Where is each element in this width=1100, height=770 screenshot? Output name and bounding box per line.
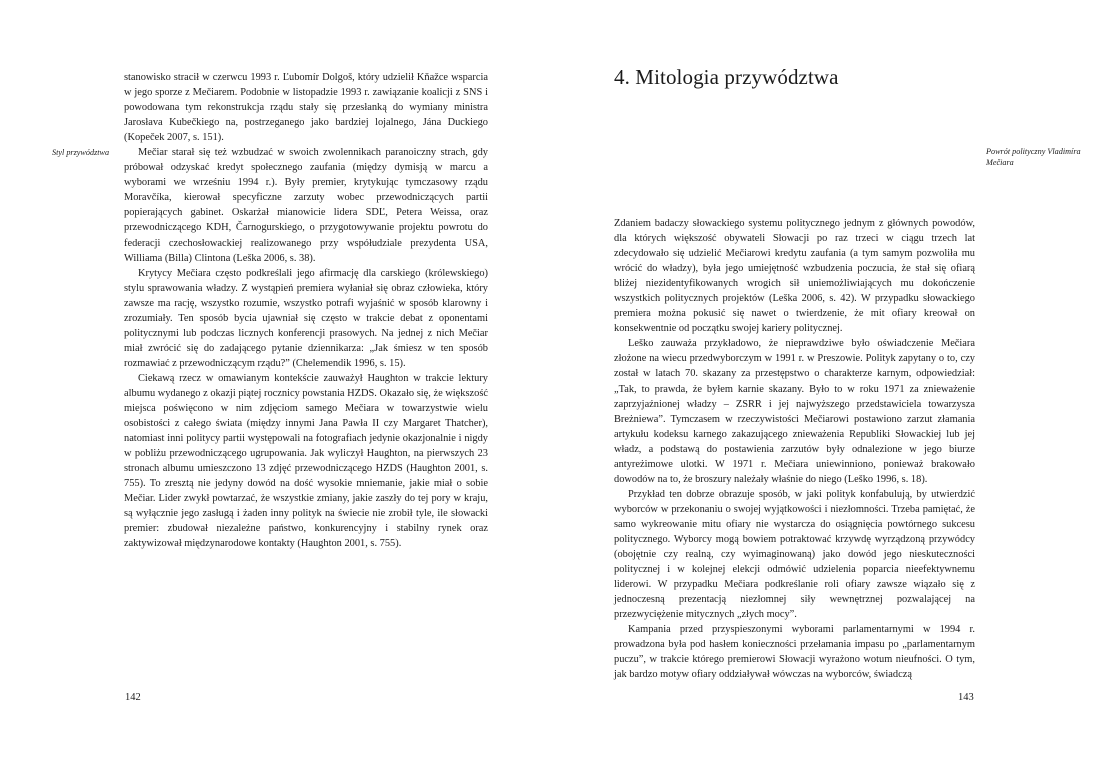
body-text: [124, 70, 488, 552]
chapter-title: 4. Mitologia przywództwa: [614, 65, 839, 89]
margin-note: Styl przywództwa: [52, 148, 110, 157]
paragraph: Kampania przed przyspieszonymi wyborami parlamentarnymi w 1994 r. prowadzona była pod hasłem konieczności przełamania impasu po „parlamentarnym puczu”, w trakcie którego premierowi Słowacji wyrażono wotum nieufności. O tym, jak bardzo motyw ofiary oddziaływał wówczas na wyborców, świadczą: [614, 624, 975, 681]
paragraph: Mečiar starał się też wzbudzać w swoich zwolennikach paranoiczny strach, gdy próbował odzyskać kredyt społecznego zaufania (między dymisją w marcu a wyborami we wrześniu 1994 r.). Były premier, krytykując tymczasowy rządu Moravčíka, kierował specyficzne zarzuty wobec przewodniczących partii popierających gabinet. Oskarżał mianowicie lidera SDĽ, Petera Weissa, oraz przewodniczącego KDH, Čarnogurskiego, o przygotowywanie projektu powrotu do federacji czechosłowackiej realizowanego przy współudziale prezydenta USA, Williama (Billa) Clintona (Leška 2006, s. 38).: [124, 147, 488, 264]
paragraph: Przykład ten dobrze obrazuje sposób, w jaki polityk konfabulują, by utwierdzić wyborców w przekonaniu o swojej wyjątkowości i niezłomności. Trzeba pamiętać, że samo wykreowanie mitu ofiary nie wystarcza do osiągnięcia powtórnego sukcesu politycznego. Wyborcy mogą bowiem potraktować krzywdę wyrządzoną przywódcy (obojętnie czy realną, czy wyimaginowaną) jako dowód jego nieskuteczności politycznej i w kolejnej elekcji odmówić udzielenia poparcia nieefektywnemu liderowi. W przypadku Mečiara podkreślanie roli ofiary zawsze wiązało się z jednoczesną prezentacją niezłomnej siły wewnętrznej pozwalającej na przezwyciężenie mitycznych „złych mocy”.: [614, 488, 975, 621]
paragraph: Ciekawą rzecz w omawianym kontekście zauważył Haughton w trakcie lektury albumu wydanego z okazji piątej rocznicy powstania HZDS. Okazało się, że większość miejsca poświęcono w nim zdjęciom samego Mečiara w towarzystwie wielu osobistości z całego świata (między innymi Jana Pawła II czy Margaret Thatcher), natomiast inni politycy partii występowali na fotografiach jedynie okazjonalnie i nigdy w pobliżu przewodniczącego ugrupowania. Jak wyliczył Haughton, na pierwszych 23 stronach albumu umieszczono 13 zdjęć przewodniczącego HZDS (Haughton 2001, s. 755). To zresztą nie jedyny dowód na dość wysokie mniemanie, jakie miał o sobie Mečiar. Lider zwykł powtarzać, że wszystkie zmiany, jakie zaszły do tej pory w kraju, są wyłącznie jego zasługą i żaden inny polityk na świecie nie zrobił tyle, ile słowacki premier: zbudował niezależne państwo, konkurencyjny i stabilny rynek oraz zaktywizował międzynarodowe kontakty (Haughton 2001, s. 755).: [124, 372, 488, 550]
page-number: 143: [958, 692, 974, 703]
paragraph: Krytycy Mečiara często podkreślali jego afirmację dla carskiego (królewskiego) stylu sprawowania władzy. Z wystąpień premiera wyłaniał się obraz człowieka, który zawsze ma rację, wszystko rozumie, wszystko potrafi wyjaśnić w sposób klarowny i zrozumiały. Ten sposób bycia ujawniał się często w trakcie debat z oponentami politycznymi lub podczas licznych konferencji prasowych. Na jednej z nich Mečiar miał zwrócić się do zadającego pytanie dziennikarza: „Jak śmiesz w ten sposób rozmawiać z przewodniczącym rządu?” (Chelemendik 1996, s. 15).: [124, 267, 488, 369]
paragraph: Zdaniem badaczy słowackiego systemu politycznego jednym z głównych powodów, dla których większość obywateli Słowacji po raz trzeci w ciągu trzech lat zdecydowało się udzielić Mečiarowi kredytu zaufania (a tym samym pozwoliła mu wrócić do władzy), była jego umiejętność wzbudzenia poczucia, że stał się ofiarą bliżej niezidentyfikowanych wrogich sił uniemożliwiających mu dokończenie wszystkich politycznych projektów (Leška 2006, s. 42). W przypadku słowackiego premiera można pokusić się nawet o twierdzenie, że mit ofiary kreował on konsekwentnie od początku swojej kariery politycznej.: [614, 218, 975, 335]
paragraph: Leško zauważa przykładowo, że nieprawdziwe było oświadczenie Mečiara złożone na wiecu przedwyborczym w 1991 r. w Preszowie. Polityk zapytany o to, czy został w latach 70. skazany za przestępstwo o charakterze karnym, odpowiedział: „Tak, to prawda, że byłem karnie skazany. Było to w roku 1971 za znieważenie zaprzyjaźnionej władzy – ZSRR i jej najwyższego przedstawiciela towarzysza Breżniewa”. Tymczasem w rzeczywistości Mečiarowi postawiono zarzut złamania artykułu kodeksu karnego zakazującego znieważenia Republiki Słowackiej lub jej władz, a podstawą do postawienia zarzutów były odnalezione w jego biurze antyreżimowe ulotki. W 1971 r. Mečiara uniewinniono, ponieważ brakowało dowodów na to, że broszury należały właśnie do niego (Leško 1996, s. 18).: [614, 338, 975, 485]
body-text: [614, 216, 975, 682]
right-page: [550, 0, 1100, 770]
margin-note: Powrót polityczny Vladimíra Mečiara: [986, 147, 1081, 167]
page-number: 142: [125, 692, 141, 703]
paragraph: stanowisko stracił w czerwcu 1993 r. Ľubomír Dolgoš, który udzielił Kňažce wsparcia w jego sporze z Mečiarem. Podobnie w listopadzie 1993 r. zawiązanie koalicji z SNS i powodowana tym rekonstrukcja rządu stały się przesłanką do wymiany ministra Jarosłava Kubečkiego na, postrzeganego jako bardziej lojalnego, Jána Duckiego (Kopeček 2007, s. 151).: [124, 72, 488, 144]
